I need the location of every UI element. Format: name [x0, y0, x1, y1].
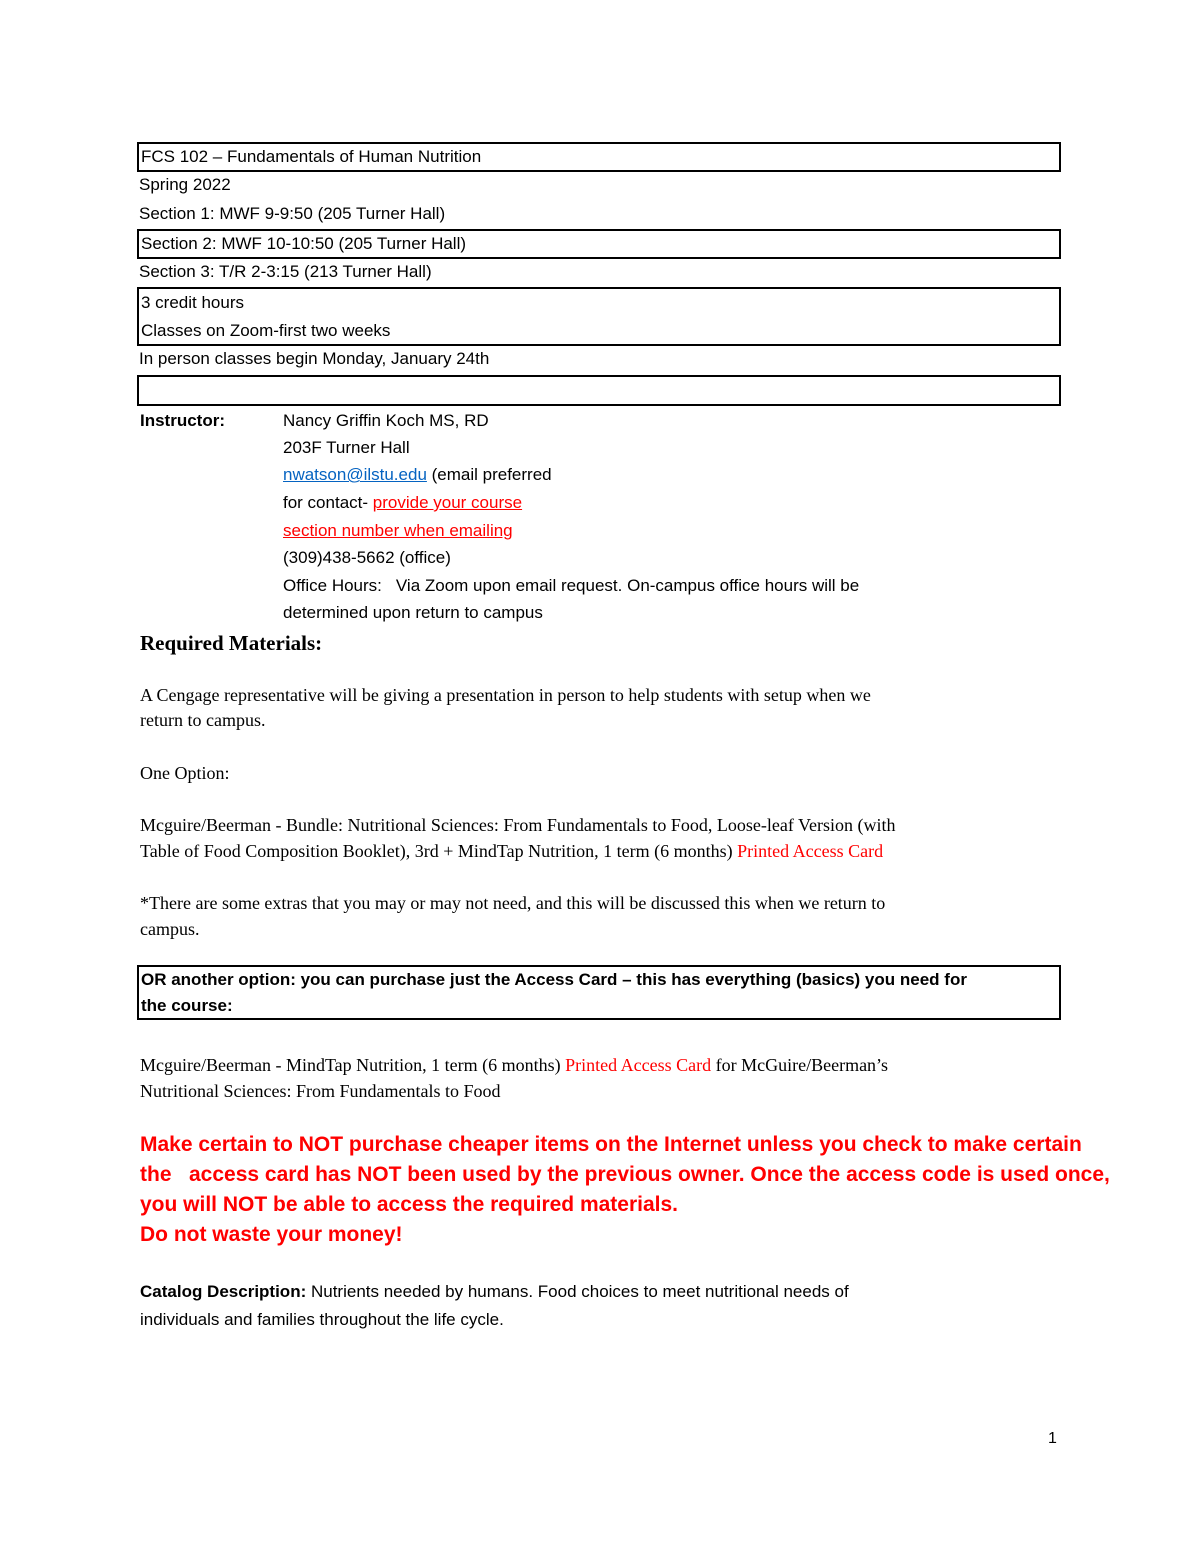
- mindtap-line-2: Nutritional Sciences: From Fundamentals to Food: [140, 1081, 501, 1101]
- warning-line-1: Make certain to NOT purchase cheaper items on the Internet unless you check to make certain: [140, 1133, 1082, 1156]
- alt-option-line-2: the course:: [141, 996, 233, 1015]
- email-link[interactable]: nwatson@ilstu.edu: [283, 465, 427, 484]
- extras-line-1: *There are some extras that you may or may not need, and this will be discussed this when we return to: [140, 893, 886, 913]
- catalog-text-1: Nutrients needed by humans. Food choices to meet nutritional needs of: [306, 1282, 849, 1301]
- office-hours-line: [283, 572, 859, 599]
- warning-line-3: you will NOT be able to access the required materials.: [140, 1193, 679, 1216]
- mindtap-text-a: Mcguire/Beerman - MindTap Nutrition, 1 term (6 months): [140, 1055, 566, 1075]
- bundle-text: Table of Food Composition Booklet), 3rd + MindTap Nutrition, 1 term (6 months): [140, 841, 738, 861]
- credit-hours: 3 credit hours: [141, 293, 244, 312]
- contact-prefix: for contact-: [283, 493, 373, 512]
- section-3: Section 3: T/R 2-3:15 (213 Turner Hall): [139, 262, 432, 281]
- instructor-phone: (309)438-5662 (office): [283, 548, 451, 567]
- catalog-text-2: individuals and families throughout the life cycle.: [140, 1310, 504, 1329]
- mindtap-text-b: for McGuire/Beerman’s: [711, 1055, 889, 1075]
- office-hours-text-1: Via Zoom upon email request. On-campus office hours will be: [395, 576, 860, 595]
- warning-line-4: Do not waste your money!: [140, 1223, 403, 1246]
- email-line: [283, 461, 552, 488]
- contact-instruction-1: provide your course: [372, 493, 523, 512]
- credits-box: [137, 287, 1061, 346]
- option-label: One Option:: [140, 763, 230, 783]
- catalog-line-1: [140, 1278, 849, 1306]
- section-2: Section 2: MWF 10-10:50 (205 Turner Hall): [137, 229, 1061, 259]
- page-number: 1: [1048, 1430, 1057, 1447]
- contact-instruction-2: section number when emailing: [283, 521, 513, 540]
- extras-line-2: campus.: [140, 919, 200, 939]
- section-1: Section 1: MWF 9-9:50 (205 Turner Hall): [139, 204, 446, 223]
- alt-option-box: [137, 965, 1061, 1020]
- instructor-name: Nancy Griffin Koch MS, RD: [283, 411, 489, 430]
- mindtap-line-1: [140, 1052, 888, 1078]
- instructor-label: Instructor:: [140, 411, 225, 430]
- empty-box: [137, 375, 1061, 406]
- contact-line-2: [283, 517, 513, 544]
- required-materials-heading: Required Materials:: [140, 631, 323, 655]
- materials-intro-1: A Cengage representative will be giving a presentation in person to help students with setup when we: [140, 685, 871, 705]
- bundle-line-2: [140, 838, 883, 864]
- course-title: FCS 102 – Fundamentals of Human Nutrition: [137, 142, 1061, 172]
- warning-line-2: the access card has NOT been used by the previous owner. Once the access code is used once,: [140, 1163, 1110, 1186]
- email-note: (email preferred: [426, 465, 552, 484]
- in-person-note: In person classes begin Monday, January 24th: [139, 349, 490, 368]
- materials-intro-2: return to campus.: [140, 710, 266, 730]
- zoom-note: Classes on Zoom-first two weeks: [141, 321, 391, 340]
- mindtap-access-card: Printed Access Card: [565, 1055, 712, 1075]
- term: Spring 2022: [139, 175, 231, 194]
- bundle-line-1: Mcguire/Beerman - Bundle: Nutritional Sciences: From Fundamentals to Food, Loose-leaf Version (with: [140, 815, 896, 835]
- office-hours-label: Office Hours:: [283, 576, 382, 595]
- office-hours-text-2: determined upon return to campus: [283, 603, 543, 622]
- contact-line: [283, 489, 522, 516]
- alt-option-line-1: OR another option: you can purchase just the Access Card – this has everything (basics) you need for: [141, 970, 967, 989]
- catalog-label: Catalog Description:: [140, 1282, 307, 1301]
- instructor-office: 203F Turner Hall: [283, 438, 410, 457]
- bundle-access-card: Printed Access Card: [737, 841, 884, 861]
